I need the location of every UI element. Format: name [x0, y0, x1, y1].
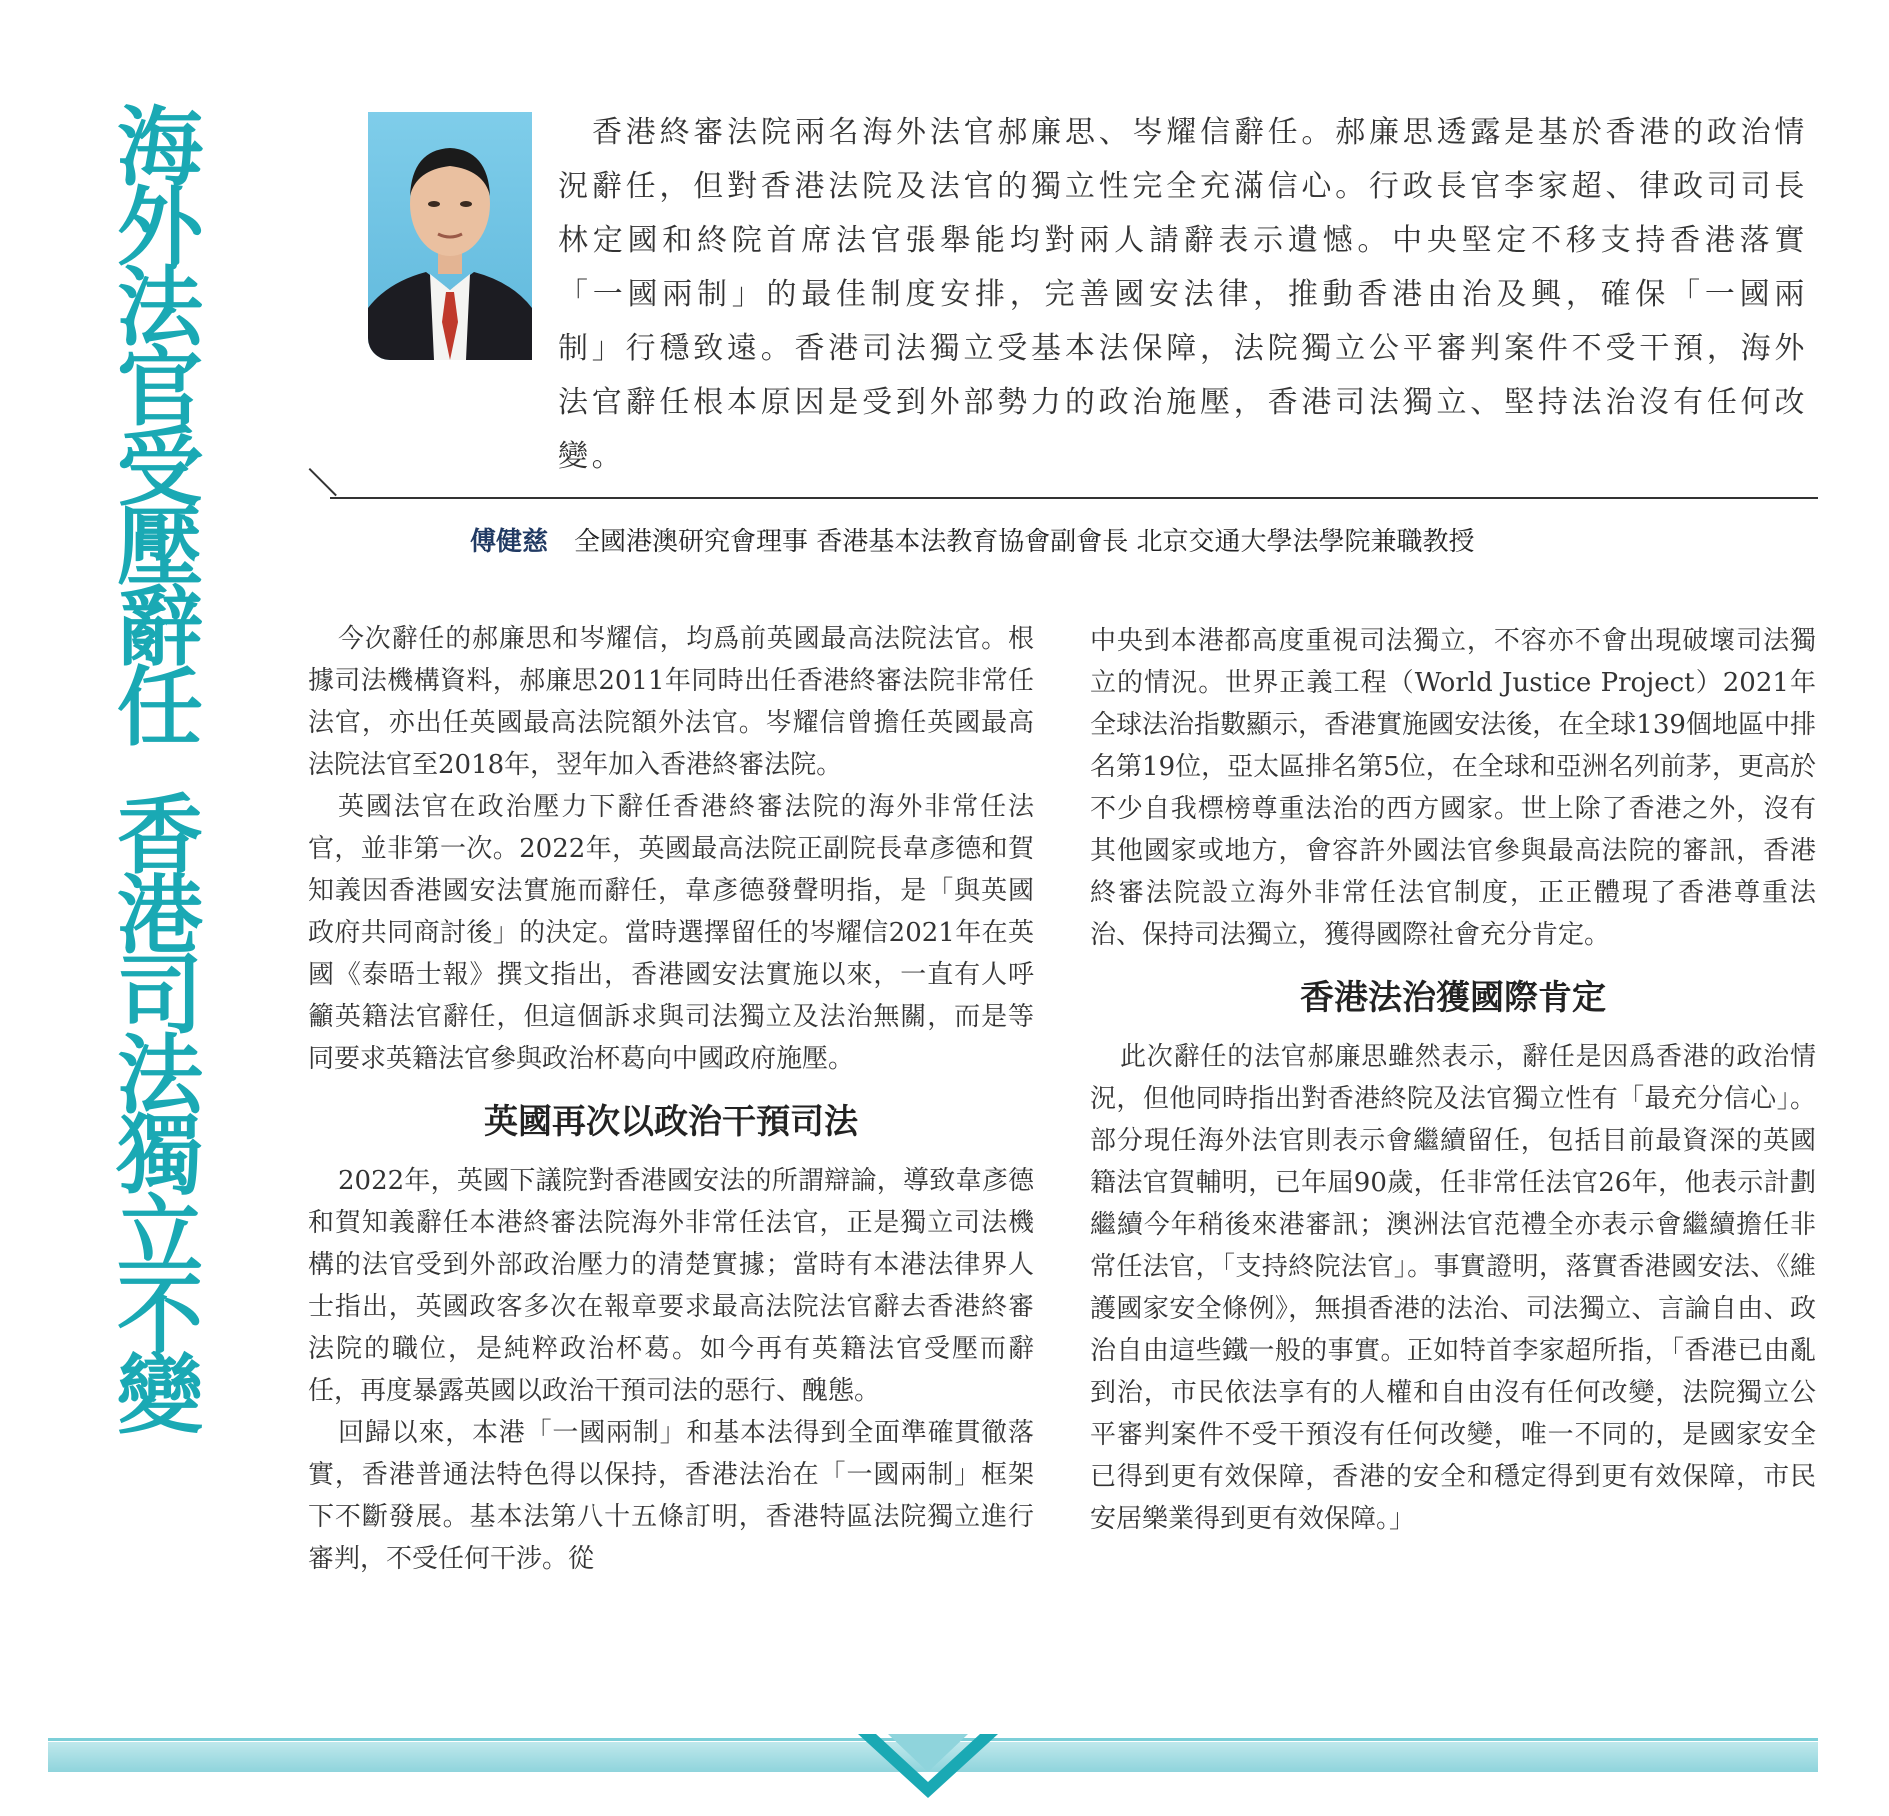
divider-rule — [330, 497, 1818, 499]
byline — [470, 522, 1810, 562]
teal-chevron-divider-icon — [858, 1728, 998, 1804]
author-portrait-icon — [368, 112, 532, 360]
left-subheading: 英國再次以政治干預司法 — [484, 1102, 858, 1142]
right-paragraph-1: 中央到本港都高度重視司法獨立，不容亦不會出現破壞司法獨立的情況。世界正義工程（World Justice Project）2021年全球法治指數顯示，香港實施國安法後，在全球139個地區中排名第19位，亞太區排名第5位，在全球和亞洲名列前茅，更高於不少自我標榜尊重法治的西方國家。世上除了香港之外，沒有其他國家或地方，會容許外國法官參與最高法院的審訊，香港終審法院設立海外非常任法官制度，正正體現了香港尊重法治、保持司法獨立，獲得國際社會充分肯定。 — [1090, 626, 1816, 950]
author-name: 傅健慈 — [470, 527, 549, 557]
left-paragraph-3: 2022年，英國下議院對香港國安法的所謂辯論，導致韋彥德和賀知義辭任本港終審法院海外非常任法官，正是獨立司法機構的法官受到外部政治壓力的清楚實據；當時有本港法律界人士指出，英國政客多次在報章要求最高法院法官辭去香港終審法院的職位，是純粹政治杯葛。如今再有英籍法官受壓而辭任，再度暴露英國以政治干預司法的惡行、醜態。 — [308, 1166, 1034, 1406]
left-paragraph-2: 英國法官在政治壓力下辭任香港終審法院的海外非常任法官，並非第一次。2022年，英國最高法院正副院長韋彥德和賀知義因香港國安法實施而辭任，韋彥德發聲明指，是「與英國政府共同商討後」的決定。當時選擇留任的岑耀信2021年在英國《泰晤士報》撰文指出，香港國安法實施以來，一直有人呼籲英籍法官辭任，但這個訴求與司法獨立及法治無關，而是等同要求英籍法官參與政治杯葛向中國政府施壓。 — [308, 792, 1034, 1074]
author-portrait-image — [368, 112, 532, 360]
left-paragraph-1: 今次辭任的郝廉思和岑耀信，均爲前英國最高法院法官。根據司法機構資料，郝廉思2011年同時出任香港終審法院非常任法官，亦出任英國最高法院額外法官。岑耀信曾擔任英國最高法院法官至2018年，翌年加入香港終審法院。 — [308, 624, 1034, 780]
headline-part1: 海外法官受壓辭任 — [117, 98, 203, 758]
right-column — [1090, 620, 1816, 1540]
headline — [90, 98, 230, 1446]
divider-hook — [309, 468, 337, 496]
left-column — [308, 618, 1034, 1580]
right-subheading: 香港法治獲國際肯定 — [1300, 978, 1606, 1018]
author-titles: 全國港澳研究會理事 香港基本法教育協會副會長 北京交通大學法學院兼職教授 — [574, 527, 1475, 557]
headline-part2: 香港司法獨立不變 — [117, 786, 203, 1446]
lead-paragraph: 香港終審法院兩名海外法官郝廉思、岑耀信辭任。郝廉思透露是基於香港的政治情況辭任，但對香港法院及法官的獨立性完全充滿信心。行政長官李家超、律政司司長林定國和終院首席法官張舉能均對兩人請辭表示遺憾。中央堅定不移支持香港落實「一國兩制」的最佳制度安排，完善國安法律，推動香港由治及興，確保「一國兩制」行穩致遠。香港司法獨立受基本法保障，法院獨立公平審判案件不受干預，海外法官辭任根本原因是受到外部勢力的政治施壓，香港司法獨立、堅持法治沒有任何改變。 — [558, 115, 1808, 474]
right-paragraph-2: 此次辭任的法官郝廉思雖然表示，辭任是因爲香港的政治情況，但他同時指出對香港終院及法官獨立性有「最充分信心」。部分現任海外法官則表示會繼續留任，包括目前最資深的英國籍法官賀輔明，已年屆90歲，任非常任法官26年，他表示計劃繼續今年稍後來港審訊；澳洲法官范禮全亦表示會繼續擔任非常任法官，「支持終院法官」。事實證明，落實香港國安法、《維護國家安全條例》，無損香港的法治、司法獨立、言論自由、政治自由這些鐵一般的事實。正如特首李家超所指，「香港已由亂到治，市民依法享有的人權和自由沒有任何改變，法院獨立公平審判案件不受干預沒有任何改變，唯一不同的，是國家安全已得到更有效保障，香港的安全和穩定得到更有效保障，市民安居樂業得到更有效保障。」 — [1090, 1042, 1816, 1534]
left-paragraph-4: 回歸以來，本港「一國兩制」和基本法得到全面準確貫徹落實，香港普通法特色得以保持，香港法治在「一國兩制」框架下不斷發展。基本法第八十五條訂明，香港特區法院獨立進行審判，不受任何干涉。從 — [308, 1418, 1034, 1574]
